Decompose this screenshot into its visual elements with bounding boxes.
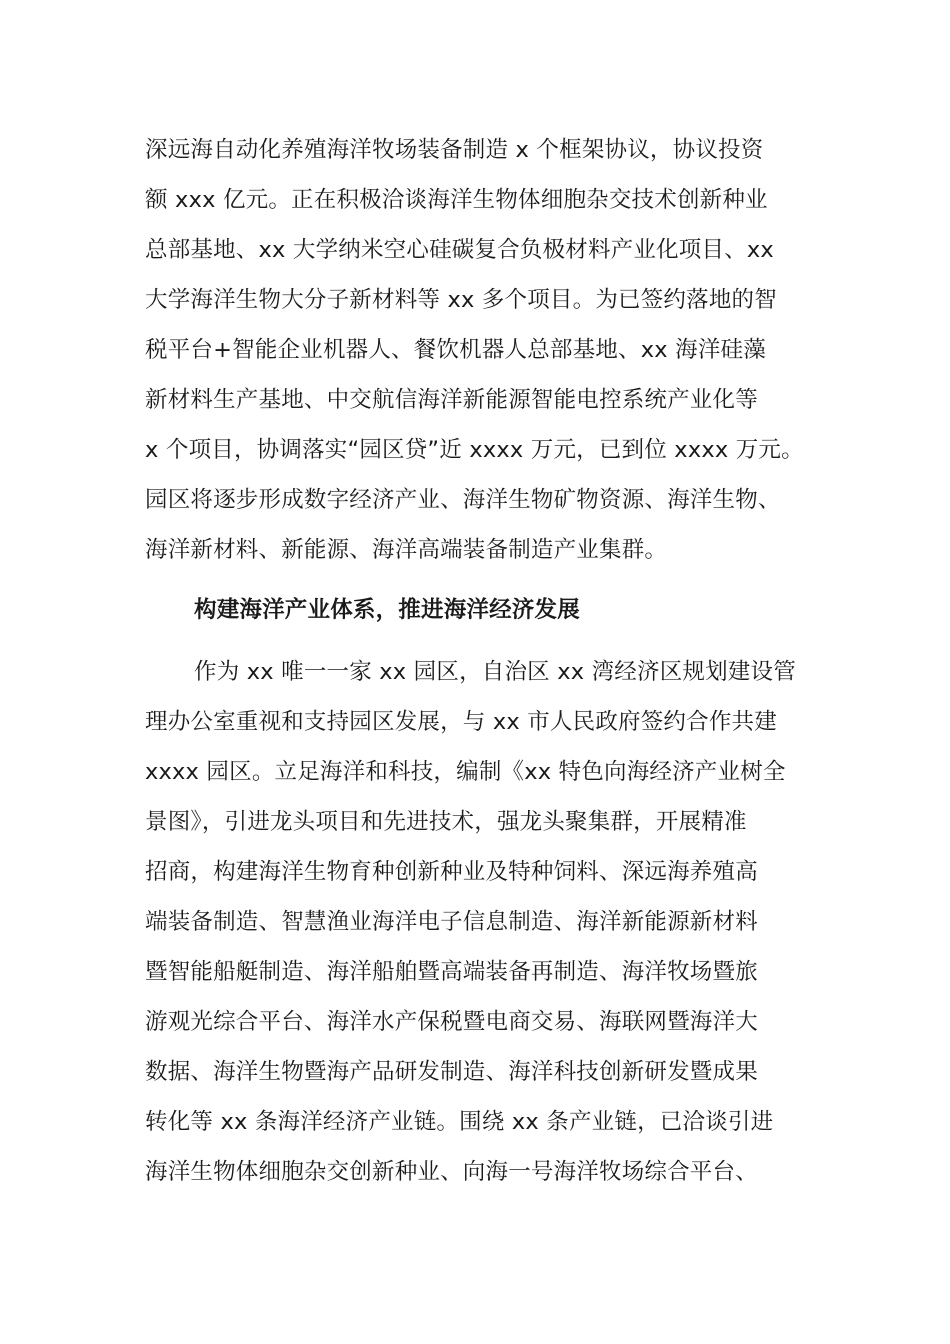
paragraph-1-line: x 个项目，协调落实“园区贷”近 xxxx 万元，已到位 xxxx 万元。 (145, 437, 804, 463)
paragraph-1-line: 税平台+智能企业机器人、餐饮机器人总部基地、xx 海洋硅藻 (145, 337, 766, 363)
paragraph-1-line: 海洋新材料、新能源、海洋高端装备制造产业集群。 (145, 537, 668, 563)
paragraph-2-line: 作为 xx 唯一一家 xx 园区，自治区 xx 湾经济区规划建设管 (194, 659, 796, 685)
paragraph-2-line: 游观光综合平台、海洋水产保税暨电商交易、海联网暨海洋大 (145, 1009, 758, 1035)
paragraph-2-line: 景图》，引进龙头项目和先进技术，强龙头聚集群，开展精准 (145, 809, 747, 835)
paragraph-2-line: 转化等 xx 条海洋经济产业链。围绕 xx 条产业链，已洽谈引进 (145, 1109, 774, 1135)
paragraph-1-line: 新材料生产基地、中交航信海洋新能源智能电控系统产业化等 (145, 387, 758, 413)
section-heading-block (145, 585, 825, 635)
paragraph-1-line: 总部基地、xx 大学纳米空心硅碳复合负极材料产业化项目、xx (145, 237, 774, 263)
paragraph-2-line: 理办公室重视和支持园区发展，与 xx 市人民政府签约合作共建 (145, 709, 777, 735)
paragraph-1-line: 深远海自动化养殖海洋牧场装备制造 x 个框架协议，协议投资 (145, 137, 764, 163)
paragraph-2-line: 数据、海洋生物暨海产品研发制造、海洋科技创新研发暨成果 (145, 1059, 758, 1085)
paragraph-2 (145, 647, 825, 1197)
paragraph-2-line: 端装备制造、智慧渔业海洋电子信息制造、海洋新能源新材料 (145, 909, 758, 935)
paragraph-1-line: 园区将逐步形成数字经济产业、海洋生物矿物资源、海洋生物、 (145, 487, 781, 513)
section-heading: 构建海洋产业体系，推进海洋经济发展 (194, 597, 580, 623)
paragraph-1 (145, 125, 825, 575)
paragraph-2-line: 海洋生物体细胞杂交创新种业、向海一号海洋牧场综合平台、 (145, 1159, 758, 1185)
paragraph-1-line: 大学海洋生物大分子新材料等 xx 多个项目。为已签约落地的智 (145, 287, 777, 313)
paragraph-1-line: 额 xxx 亿元。正在积极洽谈海洋生物体细胞杂交技术创新种业 (145, 187, 768, 213)
paragraph-2-line: 招商，构建海洋生物育种创新种业及特种饲料、深远海养殖高 (145, 859, 758, 885)
paragraph-2-line: 暨智能船艇制造、海洋船舶暨高端装备再制造、海洋牧场暨旅 (145, 959, 758, 985)
paragraph-2-line: xxxx 园区。立足海洋和科技，编制《xx 特色向海经济产业树全 (145, 759, 786, 785)
